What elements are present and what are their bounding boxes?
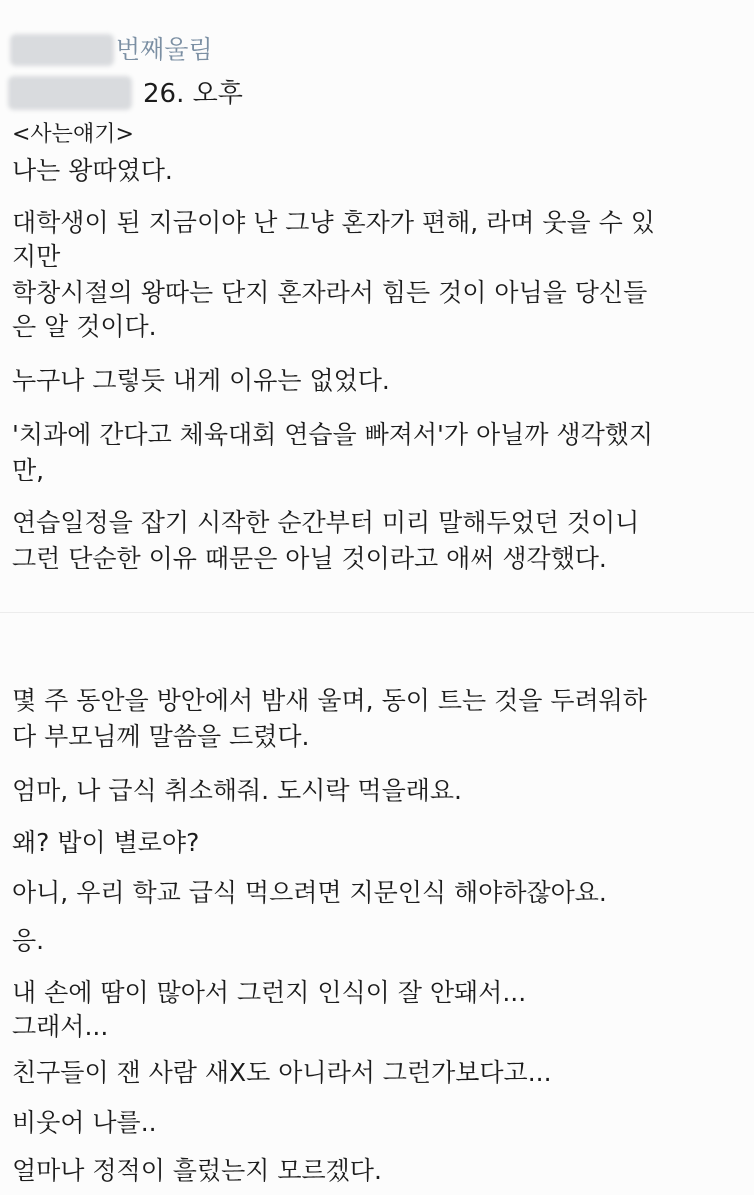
fold-divider xyxy=(0,612,754,613)
post-line: <사는얘기> xyxy=(12,122,134,147)
post-line: 지만 xyxy=(12,242,61,271)
post-line: 몇 주 동안을 방안에서 밤새 울며, 동이 트는 것을 두려워하 xyxy=(12,686,647,715)
blurred-post-date xyxy=(8,76,132,110)
post-line: 대학생이 된 지금이야 난 그냥 혼자가 편해, 라며 웃을 수 있 xyxy=(12,208,655,237)
post-line: 응. xyxy=(12,926,45,955)
post-line: 왜? 밥이 별로야? xyxy=(12,828,200,857)
post-line: 누구나 그렇듯 내게 이유는 없었다. xyxy=(12,366,390,395)
post-line: 만, xyxy=(12,456,45,485)
post-line: 연습일정을 잡기 시작한 순간부터 미리 말해두었던 것이니 xyxy=(12,508,640,537)
post-line: 비웃어 나를.. xyxy=(12,1108,157,1137)
post-line: 학창시절의 왕따는 단지 혼자라서 힘든 것이 아님을 당신들 xyxy=(12,278,648,307)
post-line: 내 손에 땀이 많아서 그런지 인식이 잘 안돼서... xyxy=(12,978,527,1007)
blurred-author-name xyxy=(10,34,114,66)
post-line: 친구들이 잰 사람 새X도 아니라서 그런가보다고... xyxy=(12,1058,552,1087)
post-line: 은 알 것이다. xyxy=(12,312,157,341)
post-line: 그래서... xyxy=(12,1012,109,1041)
post-date-suffix: 26. 오후 xyxy=(143,79,243,109)
post-line: '치과에 간다고 체육대회 연습을 빠져서'가 아닐까 생각했지 xyxy=(12,420,654,449)
post-line: 다 부모님께 말씀을 드렸다. xyxy=(12,722,310,751)
post-line: 아니, 우리 학교 급식 먹으려면 지문인식 해야하잖아요. xyxy=(12,878,607,907)
author-name-suffix: 번째울림 xyxy=(116,35,213,64)
post-line: 나는 왕따였다. xyxy=(12,156,173,185)
post-line: 엄마, 나 급식 취소해줘. 도시락 먹을래요. xyxy=(12,776,462,805)
post-line: 그런 단순한 이유 때문은 아닐 것이라고 애써 생각했다. xyxy=(12,544,607,573)
post-line: 얼마나 정적이 흘렀는지 모르겠다. xyxy=(12,1156,382,1185)
